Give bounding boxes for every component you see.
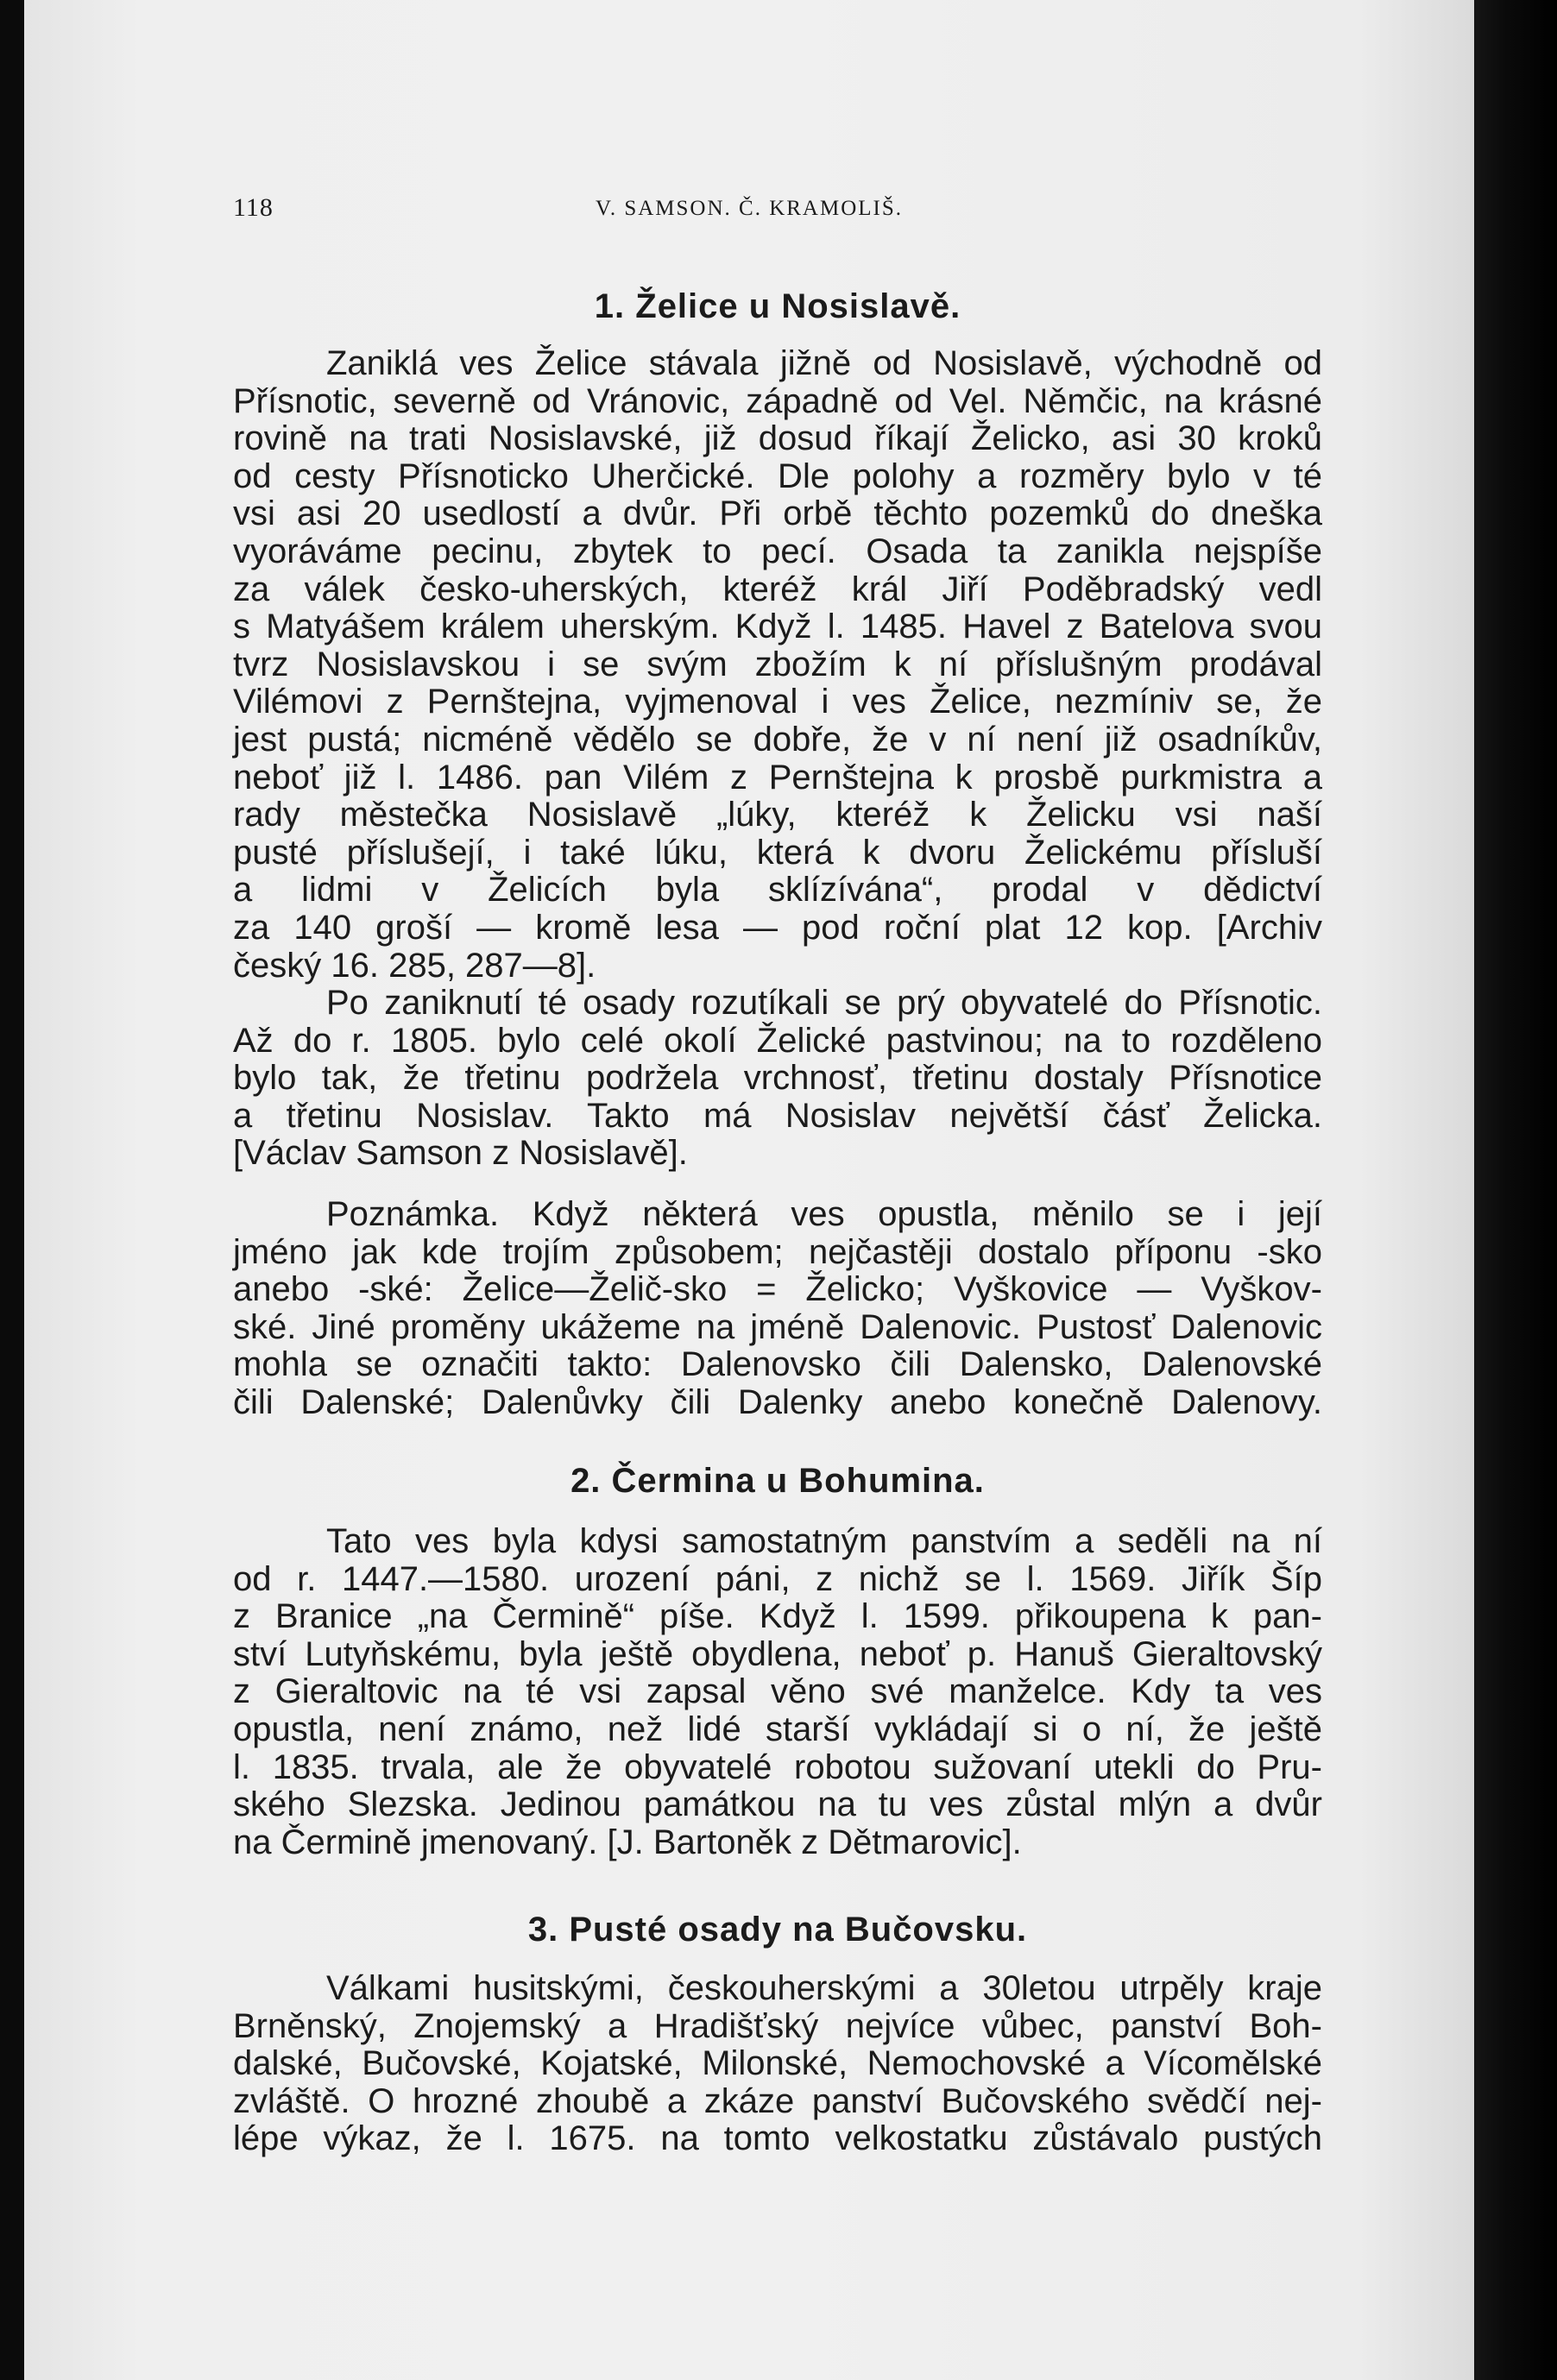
- text-line: anebo -ské: Želice—Želič-sko = Želicko; Vyškovice — Vyškov-: [233, 1270, 1322, 1309]
- text-line: rovině na trati Nosislavské, již dosud říkají Želicko, asi 30 kroků: [233, 419, 1322, 458]
- text-line: za válek česko-uherských, kteréž král Jiří Poděbradský vedl: [233, 570, 1322, 608]
- text-line: rady městečka Nosislavě „lúky, kteréž k Želicku vsi naší: [233, 796, 1322, 834]
- text-line: vsi asi 20 usedlostí a dvůr. Při orbě těchto pozemků do dneška: [233, 494, 1322, 533]
- text-line: s Matyášem králem uherským. Když l. 1485. Havel z Batelova svou: [233, 608, 1322, 646]
- text-line: Brněnský, Znojemský a Hradišťský nejvíce vůbec, panství Boh-: [233, 2006, 1322, 2045]
- text-line: a třetinu Nosislav. Takto má Nosislav největší čásť Želicka.: [233, 1096, 1322, 1135]
- text-line: čili Dalenské; Dalenůvky čili Dalenky anebo konečně Dalenovy.: [233, 1382, 1322, 1421]
- text-line: jest pustá; nicméně vědělo se dobře, že v ní není již osadníkův,: [233, 720, 1322, 759]
- paragraph: [233, 1196, 1322, 1422]
- running-title: V. SAMSON. Č. KRAMOLIŠ.: [596, 197, 904, 220]
- text-line: ství Lutyňskému, byla ještě obydlena, neboť p. Hanuš Gieraltovský: [233, 1634, 1322, 1673]
- section-title: 2. Čermina u Bohumina.: [570, 1462, 985, 1500]
- text-line: dalské, Bučovské, Kojatské, Milonské, Nemochovské a Vícomělské: [233, 2044, 1322, 2083]
- text-line: Tato ves byla kdysi samostatným panstvím a seděli na ní: [326, 1522, 1322, 1560]
- text-line: Po zaniknutí té osady rozutíkali se prý obyvatelé do Přísnotic.: [326, 984, 1322, 1022]
- text-line: na Čermině jmenovaný. [J. Bartoněk z Dětmarovic].: [233, 1823, 1022, 1861]
- running-header: [233, 193, 1322, 236]
- text-line: ského Slezska. Jedinou památkou na tu ves zůstal mlýn a dvůr: [233, 1785, 1322, 1824]
- text-line: l. 1835. trvala, ale že obyvatelé robotou sužovaní utekli do Pru-: [233, 1747, 1322, 1786]
- text-line: jméno jak kde trojím způsobem; nejčastěji dostalo příponu -sko: [233, 1232, 1322, 1271]
- text-line: od cesty Přísnoticko Uherčické. Dle polohy a rozměry bylo v té: [233, 456, 1322, 495]
- text-line: Až do r. 1805. bylo celé okolí Želické pastvinou; na to rozděleno: [233, 1021, 1322, 1060]
- text-line: zvláště. O hrozné zhoubě a zkáze panství Bučovského svědčí nej-: [233, 2081, 1322, 2120]
- text-line: Vilémovi z Pernštejna, vyjmenoval i ves Želice, nezmíniv se, že: [233, 683, 1322, 721]
- text-line: za 140 groší — kromě lesa — pod roční plat 12 kop. [Archiv: [233, 908, 1322, 947]
- text-line: český 16. 285, 287—8].: [233, 946, 596, 985]
- text-line: bylo tak, že třetinu podržela vrchnosť, třetinu dostaly Přísnotice: [233, 1059, 1322, 1098]
- page-number: 118: [233, 193, 274, 222]
- section-title: 3. Pusté osady na Bučovsku.: [527, 1911, 1028, 1949]
- text-line: vyoráváme pecinu, zbytek to pecí. Osada ta zanikla nejspíše: [233, 532, 1322, 570]
- text-line: neboť již l. 1486. pan Vilém z Pernštejna k prosbě purkmistra a: [233, 758, 1322, 796]
- text-line: z Branice „na Čermině“ píše. Když l. 1599. přikoupena k pan-: [233, 1597, 1322, 1636]
- paragraph: [233, 345, 1322, 985]
- text-line: od r. 1447.—1580. urození páni, z nichž se l. 1569. Jiřík Šíp: [233, 1559, 1322, 1598]
- text-line: Zaniklá ves Želice stávala jižně od Nosislavě, východně od: [326, 344, 1322, 382]
- text-line: a lidmi v Želicích byla sklízívána“, prodal v dědictví: [233, 871, 1322, 910]
- section-title: 1. Želice u Nosislavě.: [594, 287, 961, 325]
- paragraph: [233, 1970, 1322, 2158]
- text-line: lépe výkaz, že l. 1675. na tomto velkostatku zůstávalo pustých: [233, 2119, 1322, 2158]
- text-line: [Václav Samson z Nosislavě].: [233, 1134, 688, 1173]
- text-line: z Gieraltovic na té vsi zapsal věno své manželce. Kdy ta ves: [233, 1672, 1322, 1711]
- paragraph: [233, 1523, 1322, 1861]
- text-line: Přísnotic, severně od Vránovic, západně od Vel. Němčic, na krásné: [233, 381, 1322, 420]
- text-line: tvrz Nosislavskou i se svým zbožím k ní příslušným prodával: [233, 645, 1322, 683]
- text-line: mohla se označiti takto: Dalenovsko čili Dalensko, Dalenovské: [233, 1345, 1322, 1384]
- text-line: pusté příslušejí, i také lúku, která k dvoru Želickému přísluší: [233, 833, 1322, 872]
- scan-edge: [1474, 0, 1557, 2380]
- text-line: Poznámka. Když některá ves opustla, měnilo se i její: [326, 1195, 1322, 1233]
- text-line: Válkami husitskými, českouherskými a 30letou utrpěly kraje: [326, 1969, 1322, 2007]
- text-line: opustla, není známo, než lidé starší vykládají si o ní, že ještě: [233, 1709, 1322, 1748]
- paragraph: [233, 985, 1322, 1173]
- text-line: ské. Jiné proměny ukážeme na jméně Dalenovic. Pustosť Dalenovic: [233, 1307, 1322, 1346]
